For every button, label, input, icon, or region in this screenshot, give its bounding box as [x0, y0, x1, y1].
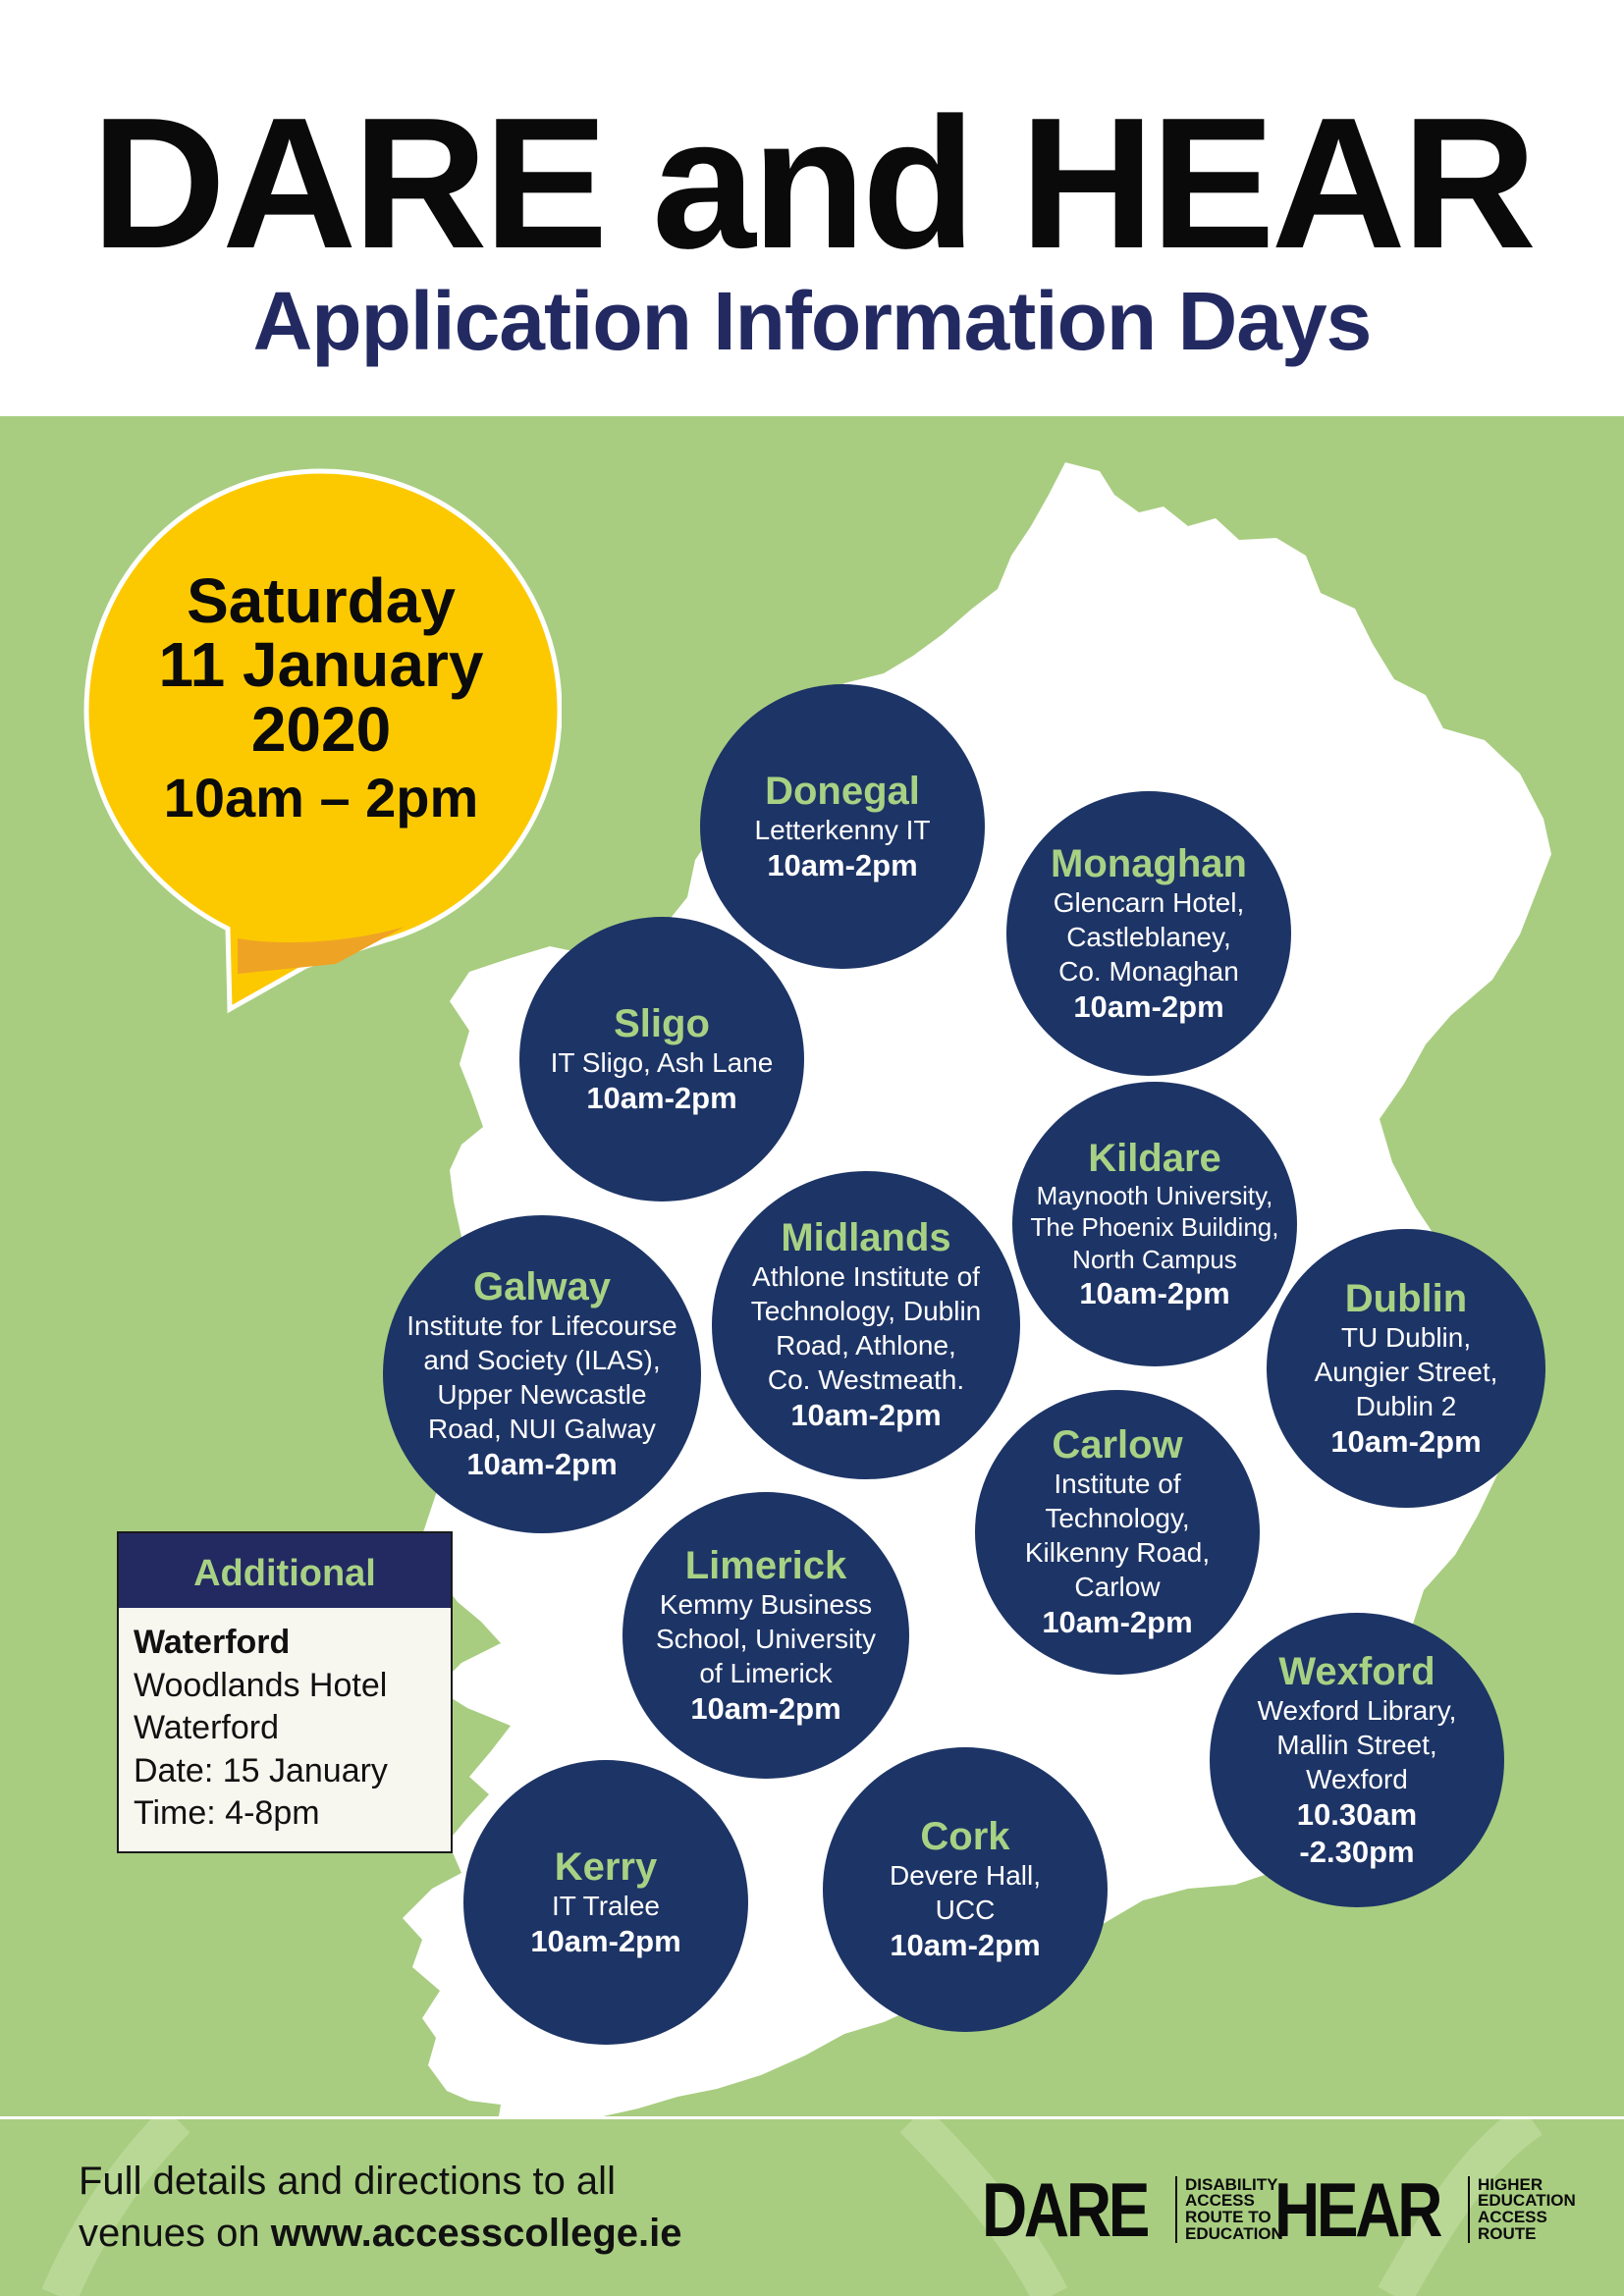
- dare-logo-line1: DISABILITY: [1185, 2174, 1278, 2194]
- hear-logo: [1274, 2166, 1576, 2253]
- venue-time: 10am-2pm: [1330, 1423, 1482, 1459]
- venue-dublin: [1267, 1229, 1545, 1508]
- venue-name: Carlow: [1052, 1423, 1183, 1468]
- venue-name: Limerick: [684, 1543, 847, 1587]
- dare-logo-subtitle: [1185, 2174, 1283, 2243]
- venue-time: 10.30am -2.30pm: [1296, 1797, 1418, 1869]
- dare-logo-line2: ACCESS: [1185, 2191, 1255, 2211]
- venue-limerick: [623, 1492, 909, 1779]
- venue-time: 10am-2pm: [1079, 1276, 1230, 1311]
- venue-carlow: [975, 1390, 1260, 1675]
- dare-logo-line3: ROUTE TO: [1185, 2208, 1272, 2226]
- venue-name: Wexford: [1278, 1650, 1435, 1694]
- venue-address: Kemmy Business School, University of Limerick: [655, 1588, 877, 1688]
- hear-logo-line3: ACCESS: [1478, 2208, 1547, 2226]
- additional-venue-line1: Woodlands Hotel: [134, 1666, 388, 1704]
- venue-name: Dublin: [1344, 1276, 1468, 1320]
- footer-line1: Full details and directions to all: [79, 2160, 616, 2203]
- venue-address: IT Sligo, Ash Lane: [550, 1046, 774, 1078]
- page-subtitle: Application Information Days: [252, 275, 1372, 367]
- footer-text: [79, 2156, 681, 2260]
- additional-town: Waterford: [134, 1624, 291, 1661]
- footer-url[interactable]: www.accesscollege.ie: [270, 2211, 682, 2255]
- venue-kerry: [463, 1760, 748, 2045]
- venue-donegal: [700, 684, 985, 969]
- dare-logo-line4: EDUCATION: [1185, 2223, 1283, 2243]
- date-year: 2020: [250, 693, 392, 765]
- venue-time: 10am-2pm: [890, 1928, 1041, 1963]
- venue-sligo: [519, 917, 804, 1201]
- venue-cork: [823, 1747, 1108, 2032]
- venue-name: Midlands: [781, 1216, 951, 1260]
- venue-monaghan: [1006, 791, 1291, 1076]
- venue-kildare: [1012, 1082, 1297, 1366]
- additional-heading: Additional: [119, 1533, 451, 1608]
- header: [0, 0, 1624, 416]
- venue-address: Devere Hall, UCC: [889, 1860, 1042, 1926]
- hear-logo-line2: EDUCATION: [1478, 2191, 1576, 2211]
- venue-address: Athlone Institute of Technology, Dublin Road, Athlone, Co. Westmeath.: [750, 1261, 982, 1396]
- venue-address: Institute of Technology, Kilkenny Road, Carlow: [1024, 1468, 1211, 1603]
- venue-wexford: [1210, 1613, 1504, 1907]
- additional-date: Date: 15 January: [134, 1751, 388, 1789]
- hear-logo-subtitle: [1478, 2174, 1576, 2243]
- additional-details: [119, 1608, 451, 1851]
- venue-midlands: [712, 1171, 1020, 1479]
- venue-galway: [383, 1215, 701, 1533]
- hear-logo-word: HEAR: [1274, 2166, 1440, 2253]
- venue-name: Galway: [472, 1265, 612, 1309]
- venue-address: Letterkenny IT: [754, 814, 931, 845]
- dare-logo-word: DARE: [982, 2166, 1148, 2253]
- footer-line2: [79, 2208, 681, 2260]
- venue-address: Maynooth University, The Phoenix Building, North Campus: [1030, 1180, 1279, 1274]
- venue-address: Institute for Lifecourse and Society (ILAS), Upper Newcastle Road, NUI Galway: [406, 1310, 677, 1445]
- venue-address: Wexford Library, Mallin Street, Wexford: [1257, 1695, 1457, 1795]
- additional-venue-box: [117, 1531, 453, 1853]
- venue-time: 10am-2pm: [586, 1080, 737, 1115]
- venue-name: Monaghan: [1051, 841, 1247, 885]
- hear-logo-line4: ROUTE: [1478, 2223, 1537, 2243]
- dare-logo-separator: [1175, 2176, 1177, 2243]
- additional-venue-line2: Waterford: [134, 1709, 280, 1747]
- footer-prefix: venues on: [79, 2211, 260, 2255]
- venue-time: 10am-2pm: [1073, 988, 1224, 1024]
- venue-name: Kerry: [554, 1844, 658, 1889]
- venue-time: 10am-2pm: [466, 1447, 618, 1482]
- date-day-month: 11 January: [158, 629, 484, 701]
- venue-time: 10am-2pm: [530, 1923, 681, 1958]
- additional-time: Time: 4-8pm: [134, 1794, 320, 1833]
- venue-time: 10am-2pm: [790, 1398, 942, 1433]
- date-bubble-text: [81, 565, 562, 828]
- venue-time: 10am-2pm: [767, 847, 918, 882]
- page-title: DARE and HEAR: [90, 80, 1534, 288]
- hear-logo-line1: HIGHER: [1478, 2174, 1543, 2194]
- date-weekday: Saturday: [187, 565, 456, 636]
- venue-address: Glencarn Hotel, Castleblaney, Co. Monaghan: [1053, 886, 1245, 987]
- hear-logo-separator: [1468, 2176, 1470, 2243]
- venue-time: 10am-2pm: [690, 1690, 841, 1726]
- date-time: 10am – 2pm: [163, 766, 479, 828]
- dare-logo: [982, 2166, 1283, 2253]
- venue-address: IT Tralee: [552, 1890, 660, 1921]
- venue-name: Donegal: [765, 769, 920, 813]
- venue-address: TU Dublin, Aungier Street, Dublin 2: [1314, 1321, 1498, 1421]
- venue-name: Cork: [920, 1815, 1010, 1859]
- venue-name: Sligo: [614, 1001, 710, 1045]
- venue-name: Kildare: [1088, 1136, 1221, 1180]
- venue-time: 10am-2pm: [1042, 1605, 1193, 1640]
